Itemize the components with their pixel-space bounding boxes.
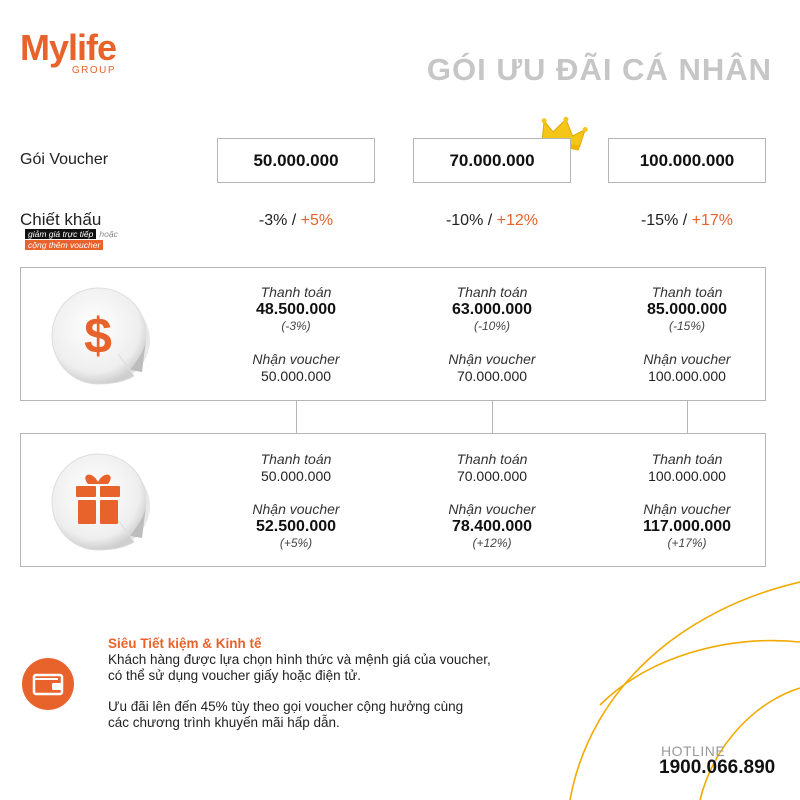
hotline-number[interactable]: 1900.066.890 (659, 757, 776, 778)
connector-3 (687, 401, 688, 433)
alt-receive-label-3: Nhận voucher (643, 501, 731, 517)
gift-icon (44, 446, 156, 556)
feature-line-2: có thể sử dụng voucher giấy hoặc điện tử. (108, 668, 361, 683)
discount-plus-1: +5% (300, 212, 334, 229)
receive-amount-1: 50.000.000 (260, 368, 332, 384)
brand-name: Mylife (20, 27, 117, 68)
direct-col-3 (608, 284, 766, 385)
discount-minus-3: -15% (640, 212, 679, 229)
bonus-col-1 (217, 451, 375, 552)
brand-logo (20, 27, 117, 76)
pay-label-2: Thanh toán (456, 284, 528, 300)
feature-title: Siêu Tiết kiệm & Kinh tế (108, 636, 262, 651)
alt-receive-amount-2: 78.400.000 (451, 518, 533, 535)
svg-text:$: $ (84, 308, 112, 364)
bonus-col-3 (608, 451, 766, 552)
connector-2 (492, 401, 493, 433)
note-direct: giảm giá trực tiếp (25, 229, 96, 239)
note-or: hoặc (99, 229, 118, 239)
pay-amount-1: 48.500.000 (255, 301, 337, 318)
alt-receive-amount-3: 117.000.000 (642, 518, 732, 535)
hotline-label: HOTLINE (661, 743, 726, 759)
brand-sub: GROUP (71, 65, 117, 76)
discount-note-line1 (25, 229, 118, 240)
discount-label: Chiết khấu (20, 210, 102, 229)
discount-1: -3% / +5% (258, 212, 334, 229)
voucher-label: Gói Voucher (20, 151, 109, 168)
voucher-box-2[interactable]: 70.000.000 (413, 138, 571, 183)
pay-label-3: Thanh toán (651, 284, 723, 300)
pay-pct-1: (-3%) (281, 319, 311, 333)
receive-label-3: Nhận voucher (643, 351, 731, 367)
pay-amount-3: 85.000.000 (646, 301, 728, 318)
feature-line-3: Ưu đãi lên đến 45% tùy theo gọi voucher cộng hưởng cùng (108, 699, 464, 714)
alt-receive-pct-2: (+12%) (472, 536, 512, 550)
feature-block (108, 636, 568, 731)
alt-pay-label-2: Thanh toán (456, 451, 528, 467)
discount-minus-1: -3% (258, 212, 288, 229)
feature-line-4: các chương trình khuyến mãi hấp dẫn. (108, 715, 340, 730)
alt-receive-pct-3: (+17%) (667, 536, 707, 550)
discount-note-line2 (25, 240, 103, 251)
alt-pay-amount-2: 70.000.000 (456, 468, 528, 484)
discount-plus-2: +12% (496, 212, 539, 229)
pay-label-1: Thanh toán (260, 284, 332, 300)
feature-line-1: Khách hàng được lựa chọn hình thức và mệnh giá của voucher, (108, 652, 491, 667)
receive-amount-2: 70.000.000 (456, 368, 528, 384)
direct-col-2 (413, 284, 571, 385)
discount-minus-2: -10% (445, 212, 484, 229)
receive-label-2: Nhận voucher (448, 351, 536, 367)
connector-1 (296, 401, 297, 433)
alt-pay-label-1: Thanh toán (260, 451, 332, 467)
alt-pay-label-3: Thanh toán (651, 451, 723, 467)
alt-receive-label-1: Nhận voucher (252, 501, 340, 517)
alt-pay-amount-3: 100.000.000 (648, 468, 726, 484)
pay-pct-3: (-15%) (668, 319, 705, 333)
pay-amount-2: 63.000.000 (451, 301, 533, 318)
discount-plus-3: +17% (691, 212, 734, 229)
discount-2: -10% / +12% (445, 212, 539, 229)
alt-pay-amount-1: 50.000.000 (260, 468, 332, 484)
alt-receive-amount-1: 52.500.000 (255, 518, 337, 535)
voucher-box-3[interactable]: 100.000.000 (608, 138, 766, 183)
receive-amount-3: 100.000.000 (648, 368, 726, 384)
dollar-icon (44, 280, 156, 390)
alt-receive-pct-1: (+5%) (279, 536, 313, 550)
alt-receive-label-2: Nhận voucher (448, 501, 536, 517)
direct-col-1 (217, 284, 375, 385)
receive-label-1: Nhận voucher (252, 351, 340, 367)
pay-pct-2: (-10%) (473, 319, 510, 333)
page-title: GÓI ƯU ĐÃI CÁ NHÂN (426, 52, 772, 87)
bonus-col-2 (413, 451, 571, 552)
discount-3: -15% / +17% (640, 212, 734, 229)
wallet-icon (22, 658, 74, 710)
note-added: cộng thêm voucher (25, 240, 103, 250)
voucher-box-1[interactable]: 50.000.000 (217, 138, 375, 183)
